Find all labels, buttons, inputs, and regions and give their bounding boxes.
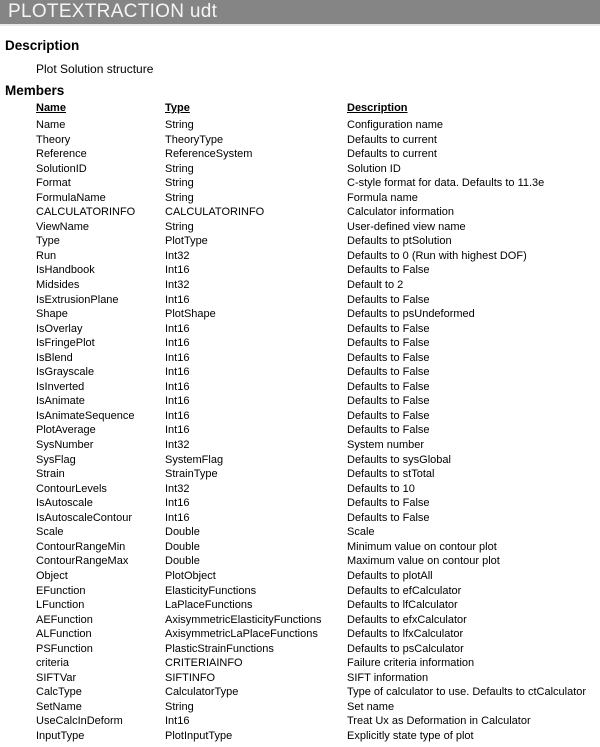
member-name-cell: ContourRangeMax <box>36 555 129 568</box>
member-description-cell: Defaults to plotAll <box>347 569 433 582</box>
member-description-cell: Defaults to stTotal <box>347 468 435 481</box>
member-description-cell: Default to 2 <box>347 279 404 292</box>
member-name-cell: LFunction <box>36 599 85 612</box>
table-row <box>36 613 600 628</box>
table-row <box>36 482 600 497</box>
member-name-cell: SolutionID <box>36 162 87 175</box>
member-description-cell: Explicitly state type of plot <box>347 729 474 742</box>
table-row <box>36 263 600 278</box>
table-row <box>36 118 600 133</box>
member-type-cell: Int32 <box>165 249 190 262</box>
member-type-cell: Int32 <box>165 439 190 452</box>
table-row <box>36 365 600 380</box>
member-type-cell: Int16 <box>165 322 190 335</box>
member-type-cell: Int16 <box>165 409 190 422</box>
table-row <box>36 147 600 162</box>
table-row <box>36 438 600 453</box>
member-name-cell: IsBlend <box>36 351 73 364</box>
table-row <box>36 205 600 220</box>
table-row <box>36 423 600 438</box>
member-name-cell: IsExtrusionPlane <box>36 293 119 306</box>
member-name-cell: Format <box>36 177 71 190</box>
member-description-cell: Calculator information <box>347 206 454 219</box>
member-name-cell: IsAnimate <box>36 395 85 408</box>
member-name-cell: IsOverlay <box>36 322 83 335</box>
table-row <box>36 467 600 482</box>
member-type-cell: String <box>165 162 194 175</box>
member-description-cell: Set name <box>347 700 395 713</box>
table-row <box>36 133 600 148</box>
table-row <box>36 409 600 424</box>
member-type-cell: CALCULATORINFO <box>165 206 265 219</box>
description-heading: Description <box>5 38 80 53</box>
table-row <box>36 598 600 613</box>
member-description-cell: Defaults to False <box>347 366 430 379</box>
member-name-cell: Shape <box>36 308 68 321</box>
member-name-cell: Name <box>36 119 66 131</box>
member-name-cell: Run <box>36 249 57 262</box>
member-description-cell: Defaults to False <box>347 264 430 277</box>
member-name-cell: Scale <box>36 526 64 539</box>
member-type-cell: CRITERIAINFO <box>165 657 243 670</box>
member-type-cell: SystemFlag <box>165 453 224 466</box>
member-name-cell: SIFTVar <box>36 671 77 684</box>
member-name-cell: PlotAverage <box>36 424 96 437</box>
table-row <box>36 278 600 293</box>
member-name-cell: Midsides <box>36 279 80 292</box>
member-description-cell: Type of calculator to use. Defaults to ctCalculator <box>347 686 587 699</box>
member-type-cell: Double <box>165 526 200 539</box>
table-row <box>36 627 600 642</box>
table-row <box>36 642 600 657</box>
member-name-cell: IsHandbook <box>36 264 95 277</box>
member-type-cell: ElasticityFunctions <box>165 584 257 597</box>
member-description-cell: Defaults to False <box>347 337 430 350</box>
table-row <box>36 234 600 249</box>
member-type-cell: Int16 <box>165 511 190 524</box>
member-name-cell: IsFringePlot <box>36 337 95 350</box>
member-type-cell: Int16 <box>165 497 190 510</box>
table-row <box>36 554 600 569</box>
member-type-cell: Double <box>165 540 200 553</box>
member-type-cell: PlotInputType <box>165 729 233 742</box>
member-type-cell: StrainType <box>165 468 218 481</box>
member-description-cell: Solution ID <box>347 162 401 175</box>
description-text: Plot Solution structure <box>36 62 154 76</box>
table-row <box>36 322 600 337</box>
member-name-cell: Reference <box>36 148 87 161</box>
member-name-cell: SysFlag <box>36 453 76 466</box>
member-type-cell: String <box>165 220 194 233</box>
member-type-cell: TheoryType <box>165 133 224 146</box>
member-description-cell: Defaults to False <box>347 395 430 408</box>
member-type-cell: Int32 <box>165 482 190 495</box>
member-description-cell: Defaults to psCalculator <box>347 642 464 655</box>
table-header-row <box>36 102 600 118</box>
member-description-cell: Defaults to current <box>347 133 437 146</box>
member-type-cell: Double <box>165 555 200 568</box>
member-name-cell: ViewName <box>36 220 89 233</box>
member-type-cell: Int16 <box>165 715 190 728</box>
member-description-cell: C-style format for data. Defaults to 11.3e <box>347 177 545 190</box>
column-header-type: Type <box>165 102 190 114</box>
member-name-cell: UseCalcInDeform <box>36 715 123 728</box>
table-row <box>36 249 600 264</box>
table-row <box>36 569 600 584</box>
table-row <box>36 453 600 468</box>
table-row <box>36 714 600 729</box>
member-name-cell: IsAutoscaleContour <box>36 511 132 524</box>
column-header-description: Description <box>347 102 408 114</box>
members-heading: Members <box>5 83 65 98</box>
page-header <box>0 0 600 26</box>
member-description-cell: Configuration name <box>347 119 444 131</box>
member-name-cell: CALCULATORINFO <box>36 206 136 219</box>
member-description-cell: Defaults to False <box>347 409 430 422</box>
member-name-cell: ALFunction <box>36 628 92 641</box>
table-row <box>36 176 600 191</box>
table-row <box>36 671 600 686</box>
member-type-cell: Int32 <box>165 279 190 292</box>
table-row <box>36 496 600 511</box>
member-type-cell: LaPlaceFunctions <box>165 599 253 612</box>
member-type-cell: Int16 <box>165 380 190 393</box>
member-name-cell: SysNumber <box>36 439 94 452</box>
member-type-cell: CalculatorType <box>165 686 239 699</box>
member-description-cell: User-defined view name <box>347 220 466 233</box>
member-type-cell: Int16 <box>165 424 190 437</box>
member-description-cell: SIFT information <box>347 671 429 684</box>
member-description-cell: Minimum value on contour plot <box>347 540 497 553</box>
table-row <box>36 191 600 206</box>
member-description-cell: Defaults to efxCalculator <box>347 613 467 626</box>
member-name-cell: EFunction <box>36 584 86 597</box>
table-row <box>36 351 600 366</box>
member-name-cell: SetName <box>36 700 82 713</box>
member-type-cell: Int16 <box>165 351 190 364</box>
member-name-cell: IsAnimateSequence <box>36 409 135 422</box>
page-title: PLOTEXTRACTION udt <box>8 1 218 22</box>
member-description-cell: Defaults to False <box>347 497 430 510</box>
member-description-cell: Defaults to efCalculator <box>347 584 462 597</box>
table-row <box>36 729 600 744</box>
member-description-cell: Defaults to 0 (Run with highest DOF) <box>347 249 527 262</box>
member-type-cell: AxisymmetricElasticityFunctions <box>165 613 322 626</box>
member-description-cell: Defaults to False <box>347 380 430 393</box>
member-description-cell: System number <box>347 439 425 452</box>
member-description-cell: Failure criteria information <box>347 657 475 670</box>
member-description-cell: Formula name <box>347 191 418 204</box>
member-type-cell: Int16 <box>165 395 190 408</box>
table-row <box>36 525 600 540</box>
member-type-cell: Int16 <box>165 366 190 379</box>
member-type-cell: Int16 <box>165 264 190 277</box>
member-description-cell: Treat Ux as Deformation in Calculator <box>347 715 531 728</box>
member-type-cell: AxisymmetricLaPlaceFunctions <box>165 628 318 641</box>
member-type-cell: PlotShape <box>165 308 216 321</box>
member-type-cell: SIFTINFO <box>165 671 216 684</box>
member-type-cell: String <box>165 119 194 131</box>
table-row <box>36 394 600 409</box>
member-name-cell: Type <box>36 235 60 248</box>
member-name-cell: IsInverted <box>36 380 85 393</box>
member-description-cell: Scale <box>347 526 375 539</box>
member-type-cell: Int16 <box>165 337 190 350</box>
member-name-cell: AEFunction <box>36 613 93 626</box>
member-type-cell: String <box>165 191 194 204</box>
member-name-cell: criteria <box>36 657 70 670</box>
table-row <box>36 700 600 715</box>
member-description-cell: Defaults to current <box>347 148 437 161</box>
member-name-cell: ContourLevels <box>36 482 107 495</box>
member-name-cell: InputType <box>36 729 85 742</box>
member-name-cell: CalcType <box>36 686 82 699</box>
table-row <box>36 685 600 700</box>
member-description-cell: Defaults to False <box>347 322 430 335</box>
table-row <box>36 380 600 395</box>
column-header-name: Name <box>36 102 66 114</box>
member-name-cell: Object <box>36 569 68 582</box>
member-description-cell: Defaults to False <box>347 511 430 524</box>
member-description-cell: Defaults to ptSolution <box>347 235 452 248</box>
members-table-header <box>36 102 600 118</box>
member-name-cell: IsAutoscale <box>36 497 93 510</box>
member-description-cell: Defaults to sysGlobal <box>347 453 451 466</box>
member-name-cell: IsGrayscale <box>36 366 95 379</box>
member-name-cell: FormulaName <box>36 191 106 204</box>
member-type-cell: PlasticStrainFunctions <box>165 642 274 655</box>
table-row <box>36 307 600 322</box>
members-table-body <box>36 118 600 744</box>
member-description-cell: Defaults to False <box>347 351 430 364</box>
member-description-cell: Defaults to lfxCalculator <box>347 628 464 641</box>
table-row <box>36 656 600 671</box>
member-type-cell: String <box>165 700 194 713</box>
member-type-cell: ReferenceSystem <box>165 148 253 161</box>
member-type-cell: Int16 <box>165 293 190 306</box>
table-row <box>36 293 600 308</box>
table-row <box>36 584 600 599</box>
member-description-cell: Defaults to False <box>347 293 430 306</box>
member-name-cell: PSFunction <box>36 642 93 655</box>
table-row <box>36 162 600 177</box>
member-type-cell: String <box>165 177 194 190</box>
member-description-cell: Defaults to 10 <box>347 482 415 495</box>
table-row <box>36 220 600 235</box>
table-row <box>36 540 600 555</box>
member-description-cell: Defaults to psUndeformed <box>347 308 475 321</box>
table-row <box>36 511 600 526</box>
members-table <box>36 102 600 744</box>
page-content <box>0 38 600 744</box>
member-name-cell: Theory <box>36 133 71 146</box>
member-name-cell: ContourRangeMin <box>36 540 126 553</box>
member-description-cell: Maximum value on contour plot <box>347 555 500 568</box>
member-type-cell: PlotType <box>165 235 208 248</box>
table-row <box>36 336 600 351</box>
member-name-cell: Strain <box>36 468 65 481</box>
member-description-cell: Defaults to False <box>347 424 430 437</box>
member-description-cell: Defaults to lfCalculator <box>347 599 458 612</box>
member-type-cell: PlotObject <box>165 569 216 582</box>
